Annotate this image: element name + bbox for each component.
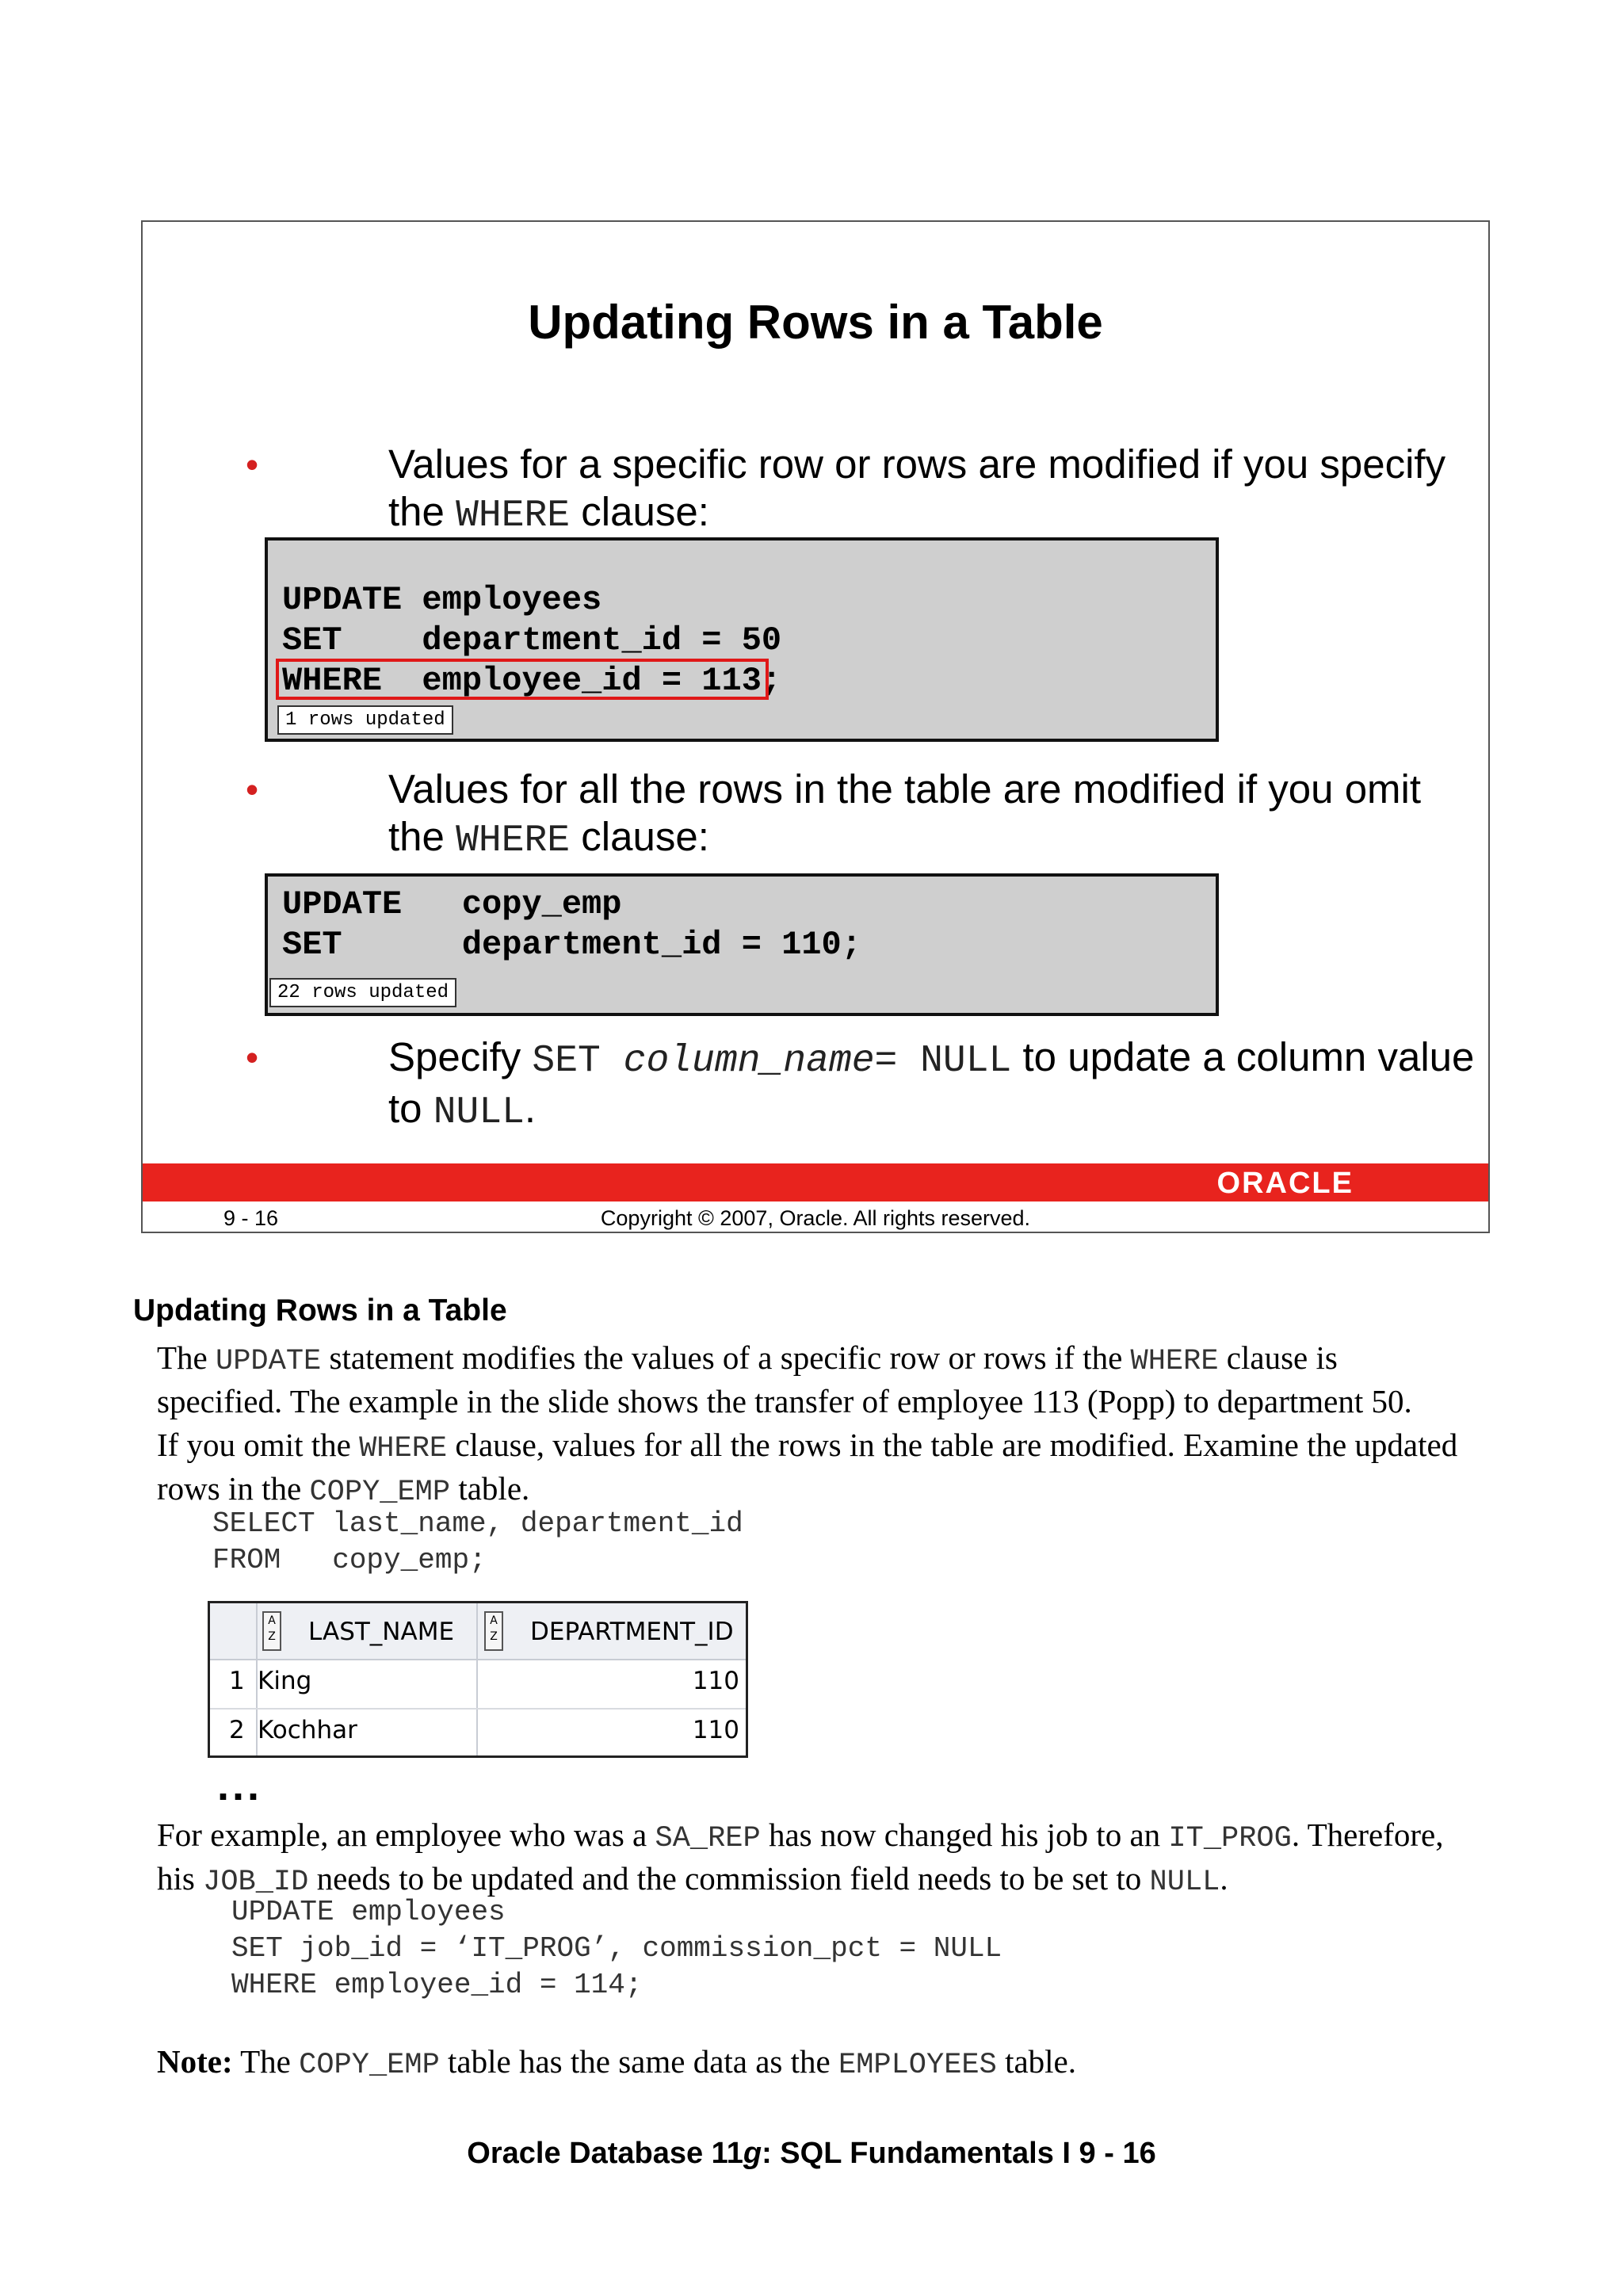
code-line: WHERE employee_id = 113; — [282, 662, 782, 700]
row-number: 2 — [229, 1716, 245, 1744]
grid-divider — [476, 1603, 478, 1755]
code-box-update-where — [265, 537, 1219, 742]
column-header-last-name[interactable]: LAST_NAME — [308, 1618, 455, 1646]
slide-red-bar — [143, 1163, 1488, 1201]
where-highlight-box — [276, 659, 769, 700]
bullet-text-line: Specify SET column_name= NULL to update a column value — [388, 1034, 1475, 1083]
bullet-dot: • — [246, 769, 259, 810]
rows-updated-message: 22 rows updated — [269, 978, 456, 1007]
note-label: Note: — [157, 2043, 233, 2080]
keyword-null: NULL — [433, 1091, 525, 1134]
bullet-text-line: to NULL. — [388, 1086, 537, 1134]
cell-department-id[interactable]: 110 — [692, 1667, 739, 1695]
placeholder-column-name: column_name — [623, 1040, 875, 1083]
slide-title: Updating Rows in a Table — [528, 296, 1103, 349]
select-query-line: SELECT last_name, department_id — [212, 1507, 743, 1540]
bullet-text-line: the WHERE clause: — [388, 814, 709, 862]
notes-paragraph-3: For example, an employee who was a SA_REP has now changed his job to an IT_PROG. Therefore, his JOB_ID needs to be updated and the commission field needs to be set to NULL. — [157, 1817, 1444, 1899]
notes-paragraph-1: The UPDATE statement modifies the values of a specific row or rows if the WHERE clause is specified. The example in the slide shows the transfer of employee 113 (Popp) to department 50. — [157, 1339, 1412, 1419]
bullet-dot: • — [246, 444, 259, 485]
oracle-logo: ORACLE — [1216, 1167, 1354, 1200]
bullet-text-line: Values for all the rows in the table are modified if you omit — [388, 766, 1422, 812]
note-paragraph: Note: The COPY_EMP table has the same data as the EMPLOYEES table. — [157, 2043, 1077, 2082]
ellipsis: ... — [217, 1762, 263, 1809]
notes-paragraph-2: If you omit the WHERE clause, values for all the rows in the table are modified. Examine the updated rows in the COPY_EMP table. — [157, 1427, 1458, 1509]
keyword-where: WHERE — [456, 495, 571, 537]
bullet-dot: • — [246, 1037, 259, 1078]
column-header-department-id[interactable]: DEPARTMENT_ID — [530, 1618, 734, 1646]
row-number: 1 — [229, 1667, 245, 1695]
copyright-notice: Copyright © 2007, Oracle. All rights reserved. — [600, 1206, 1031, 1230]
cell-last-name[interactable]: Kochhar — [258, 1716, 357, 1744]
select-query-line: FROM copy_emp; — [212, 1544, 487, 1576]
cell-last-name[interactable]: King — [258, 1667, 312, 1695]
keyword-where: WHERE — [456, 819, 571, 862]
code-line: SET department_id = 110; — [282, 926, 861, 964]
code-line: UPDATE employees — [282, 581, 602, 619]
code-box-update-all — [265, 873, 1219, 1016]
code-line: SET department_id = 50 — [282, 621, 782, 659]
update-example-line: SET job_id = ‘IT_PROG’, commission_pct = NULL — [231, 1932, 1002, 1965]
rows-updated-message: 1 rows updated — [277, 705, 453, 735]
sort-az-icon[interactable]: A Z — [262, 1611, 281, 1651]
sort-az-icon[interactable]: A Z — [484, 1611, 503, 1651]
slide-frame — [141, 220, 1490, 1233]
update-example-line: UPDATE employees — [231, 1896, 506, 1928]
bullet-text-line: the WHERE clause: — [388, 489, 709, 537]
update-example-line: WHERE employee_id = 114; — [231, 1969, 643, 2001]
code-line: UPDATE copy_emp — [282, 885, 622, 923]
slide-footer — [143, 1201, 1488, 1233]
query-result-grid — [208, 1601, 748, 1758]
cell-department-id[interactable]: 110 — [692, 1716, 739, 1744]
notes-heading: Updating Rows in a Table — [133, 1293, 507, 1328]
page-footer: Oracle Database 11g: SQL Fundamentals I 9 - 16 — [467, 2137, 1156, 2170]
grid-divider — [210, 1708, 746, 1710]
slide-number: 9 - 16 — [223, 1206, 279, 1230]
bullet-text-line: Values for a specific row or rows are modified if you specify — [388, 441, 1446, 487]
